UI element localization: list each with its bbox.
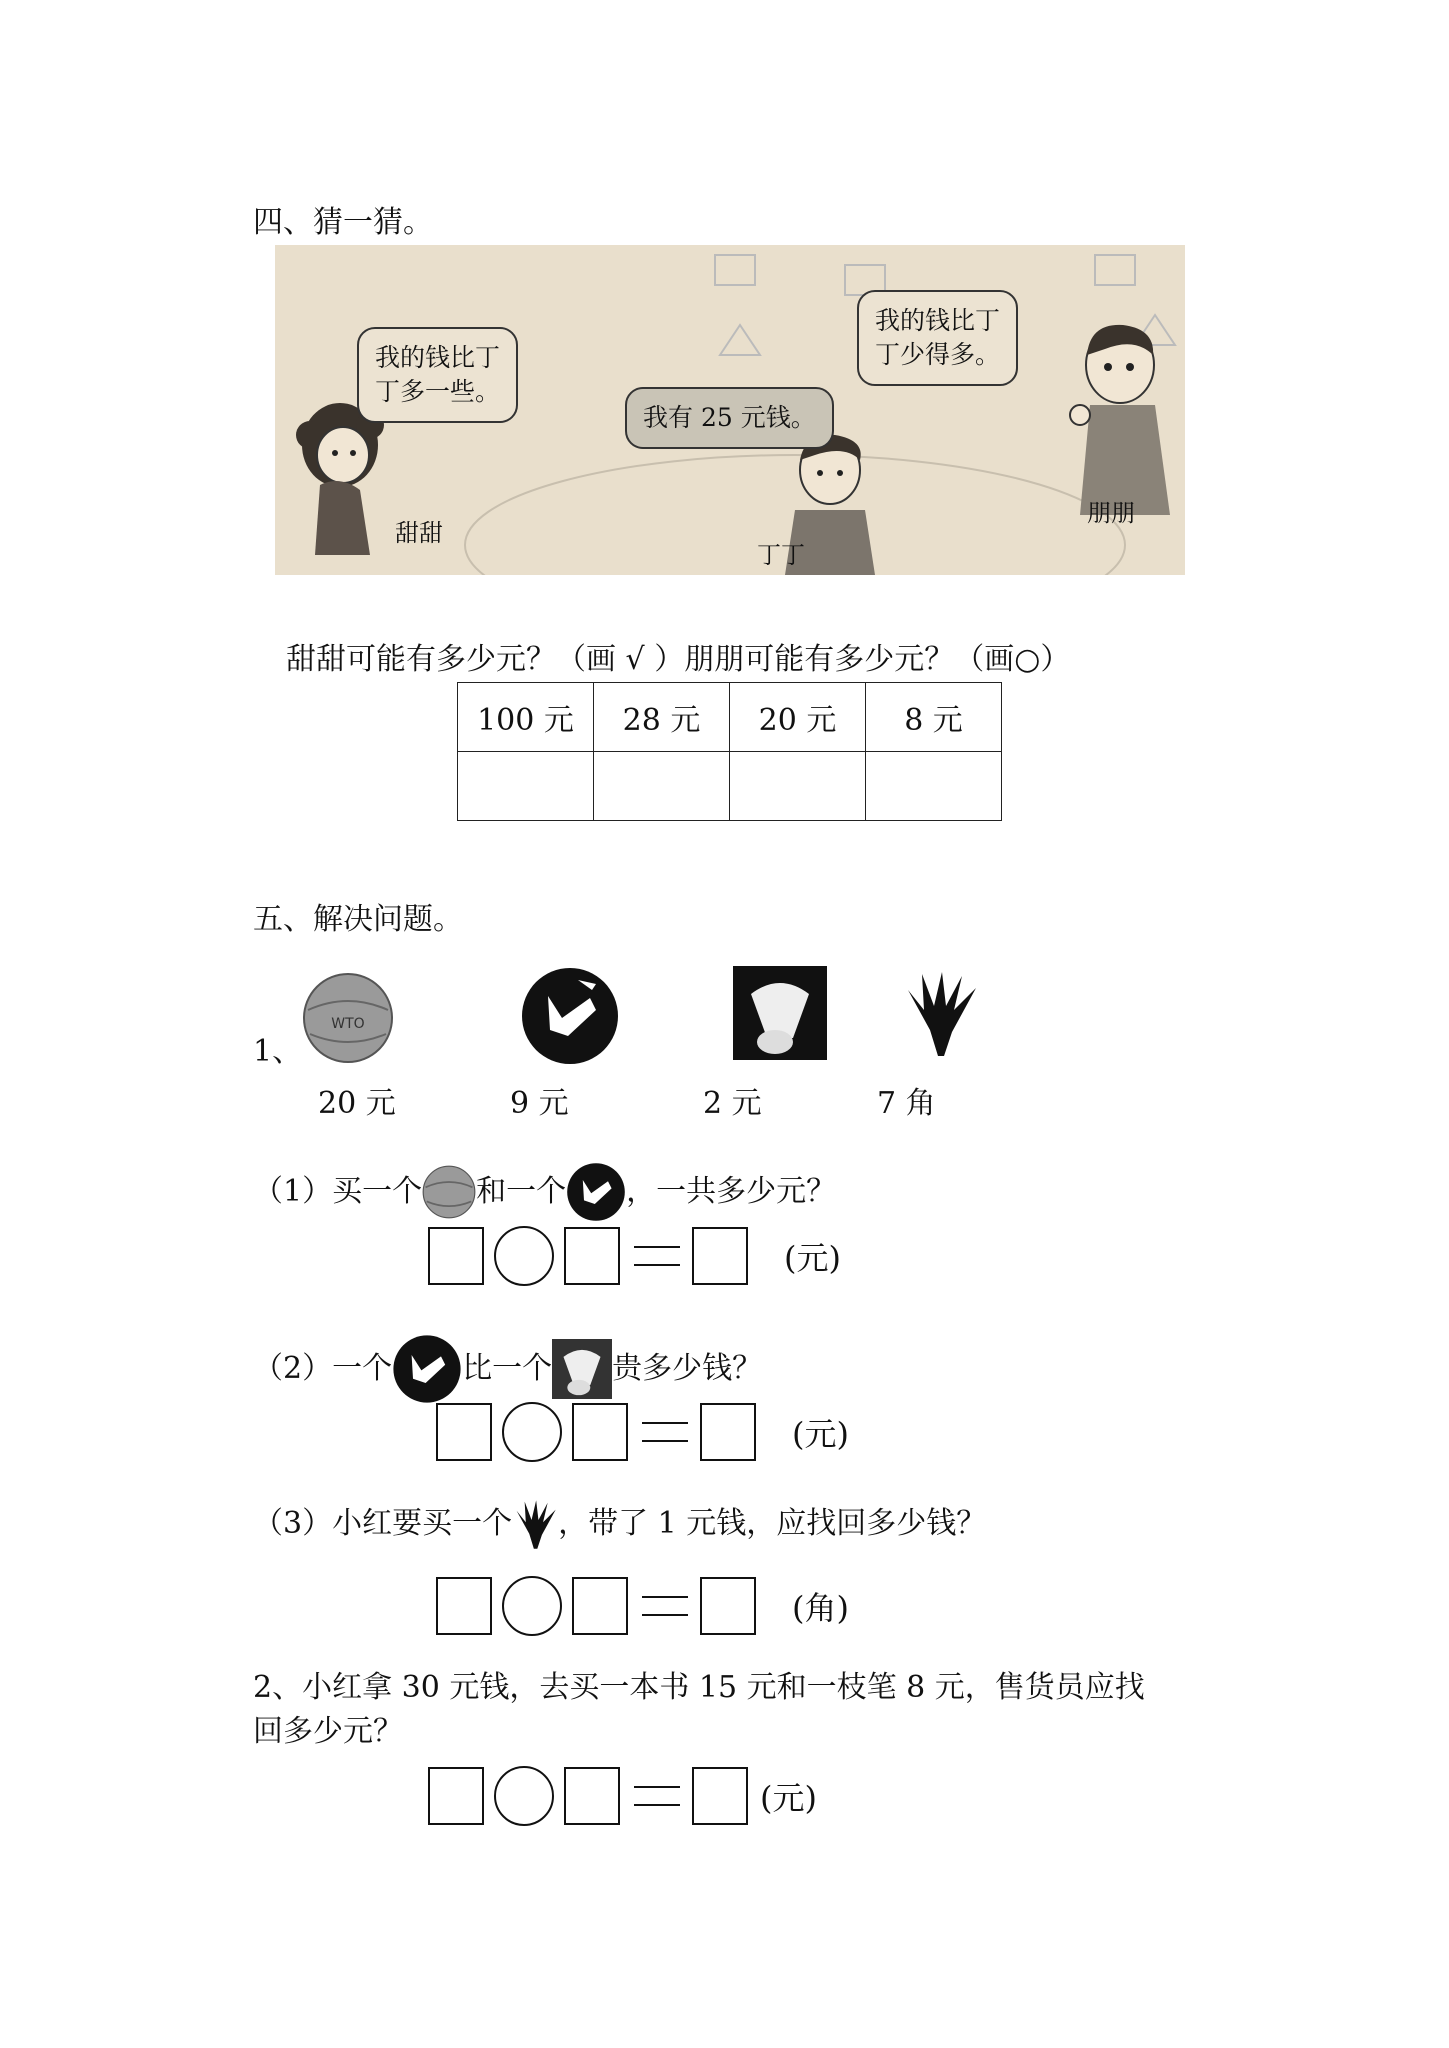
badminton-shuttlecock-icon xyxy=(552,1339,612,1399)
section5-title: 五、解决问题。 xyxy=(253,902,463,937)
equation-row-1 xyxy=(428,1226,841,1286)
equation-row-3 xyxy=(436,1576,849,1636)
operator-circle[interactable] xyxy=(494,1766,554,1826)
answer-box[interactable] xyxy=(700,1577,756,1635)
equals-sign xyxy=(634,1786,680,1806)
price-basketball: 20 元 xyxy=(318,1086,396,1121)
bubble-tiantian: 我的钱比丁 丁多一些。 xyxy=(357,327,518,423)
answer-box[interactable] xyxy=(428,1767,484,1825)
answer-box[interactable] xyxy=(564,1767,620,1825)
answer-cell[interactable] xyxy=(458,752,594,821)
unit-label: (元) xyxy=(784,1239,841,1277)
bubble-pengpeng: 我的钱比丁 丁少得多。 xyxy=(857,290,1018,386)
sub1-question: （1）买一个 和一个 ，一共多少元？ xyxy=(253,1162,836,1222)
name-dingding: 丁丁 xyxy=(757,541,805,569)
answer-cell[interactable] xyxy=(730,752,866,821)
unit-label: (角) xyxy=(792,1589,849,1627)
badminton-shuttlecock-icon xyxy=(733,966,827,1060)
q2-line2: 回多少元？ xyxy=(253,1714,403,1749)
volleyball-icon xyxy=(520,966,620,1066)
price-cell: 28 元 xyxy=(594,683,730,752)
unit-label: (元) xyxy=(760,1779,817,1817)
answer-box[interactable] xyxy=(572,1403,628,1461)
operator-circle[interactable] xyxy=(502,1402,562,1462)
girl-figure xyxy=(296,403,384,555)
operator-circle[interactable] xyxy=(502,1576,562,1636)
guess-illustration xyxy=(275,245,1185,575)
answer-box[interactable] xyxy=(692,1227,748,1285)
equals-sign xyxy=(642,1596,688,1616)
answer-box[interactable] xyxy=(692,1767,748,1825)
price-cell: 100 元 xyxy=(458,683,594,752)
sub2-question: （2）一个 比一个 贵多少钱？ xyxy=(253,1334,762,1404)
answer-box[interactable] xyxy=(436,1403,492,1461)
operator-circle[interactable] xyxy=(494,1226,554,1286)
equation-row-4 xyxy=(428,1766,817,1826)
name-pengpeng: 朋朋 xyxy=(1087,499,1135,527)
answer-box[interactable] xyxy=(572,1577,628,1635)
price-cell: 20 元 xyxy=(730,683,866,752)
bubble-dingding: 我有 25 元钱。 xyxy=(625,387,834,449)
section4-title: 四、猜一猜。 xyxy=(253,205,433,240)
equation-row-2 xyxy=(436,1402,849,1462)
name-tiantian: 甜甜 xyxy=(395,519,443,547)
price-table xyxy=(457,682,1002,821)
feather-shuttlecock-icon xyxy=(512,1498,558,1550)
volleyball-icon xyxy=(392,1334,462,1404)
answer-box[interactable] xyxy=(564,1227,620,1285)
equals-sign xyxy=(642,1422,688,1442)
price-feather: 7 角 xyxy=(877,1086,936,1121)
q1-label: 1、 xyxy=(253,1034,303,1069)
answer-cell[interactable] xyxy=(594,752,730,821)
svg-text:WTO: WTO xyxy=(331,1016,365,1032)
answer-box[interactable] xyxy=(428,1227,484,1285)
volleyball-icon xyxy=(566,1162,626,1222)
price-volleyball: 9 元 xyxy=(510,1086,569,1121)
price-cell: 8 元 xyxy=(866,683,1002,752)
unit-label: (元) xyxy=(792,1415,849,1453)
sub3-question: （3）小红要买一个 ，带了 1 元钱，应找回多少钱？ xyxy=(253,1498,986,1550)
answer-cell[interactable] xyxy=(866,752,1002,821)
price-badminton: 2 元 xyxy=(703,1086,762,1121)
q2-line1: 2、小红拿 30 元钱，去买一本书 15 元和一枝笔 8 元，售货员应找 xyxy=(253,1670,1145,1705)
answer-box[interactable] xyxy=(436,1577,492,1635)
basketball-icon xyxy=(422,1165,476,1219)
equals-sign xyxy=(634,1246,680,1266)
basketball-icon xyxy=(302,972,394,1064)
answer-box[interactable] xyxy=(700,1403,756,1461)
feather-shuttlecock-icon xyxy=(900,970,980,1056)
guess-question: 甜甜可能有多少元？（画 √ ）朋朋可能有多少元？（画○） xyxy=(286,642,1071,677)
